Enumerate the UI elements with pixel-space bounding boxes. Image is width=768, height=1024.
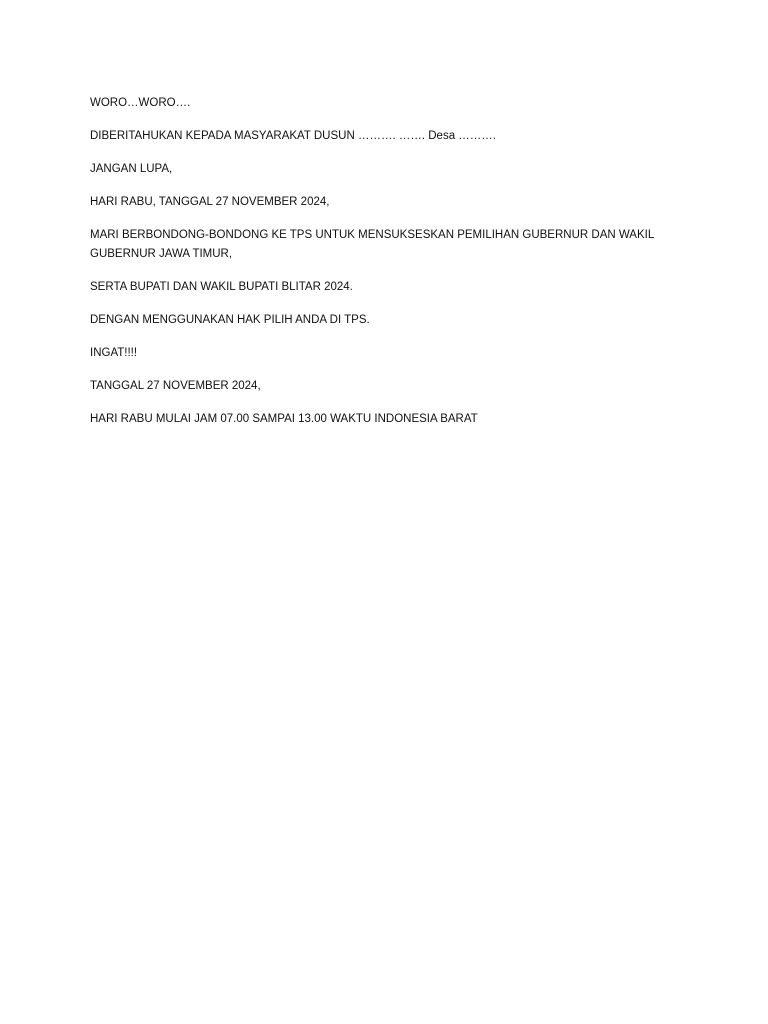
paragraph-hours: HARI RABU MULAI JAM 07.00 SAMPAI 13.00 WAKTU INDONESIA BARAT xyxy=(90,413,478,425)
paragraph-date-repeat: TANGGAL 27 NOVEMBER 2024, xyxy=(90,380,261,392)
paragraph-reminder: JANGAN LUPA, xyxy=(90,163,173,175)
paragraph-remember: INGAT!!!! xyxy=(90,347,138,359)
document-body xyxy=(90,94,680,443)
paragraph-greeting: WORO…WORO…. xyxy=(90,97,191,109)
paragraph-regent-election: SERTA BUPATI DAN WAKIL BUPATI BLITAR 2024. xyxy=(90,281,353,293)
paragraph-voting-right: DENGAN MENGGUNAKAN HAK PILIH ANDA DI TPS. xyxy=(90,314,370,326)
paragraph-date: HARI RABU, TANGGAL 27 NOVEMBER 2024, xyxy=(90,196,330,208)
paragraph-invitation: MARI BERBONDONG-BONDONG KE TPS UNTUK MENSUKSESKAN PEMILIHAN GUBERNUR DAN WAKIL GUBERNUR JAWA TIMUR, xyxy=(90,229,654,260)
paragraph-announcement: DIBERITAHUKAN KEPADA MASYARAKAT DUSUN ………. ……. Desa ………. xyxy=(90,130,496,142)
